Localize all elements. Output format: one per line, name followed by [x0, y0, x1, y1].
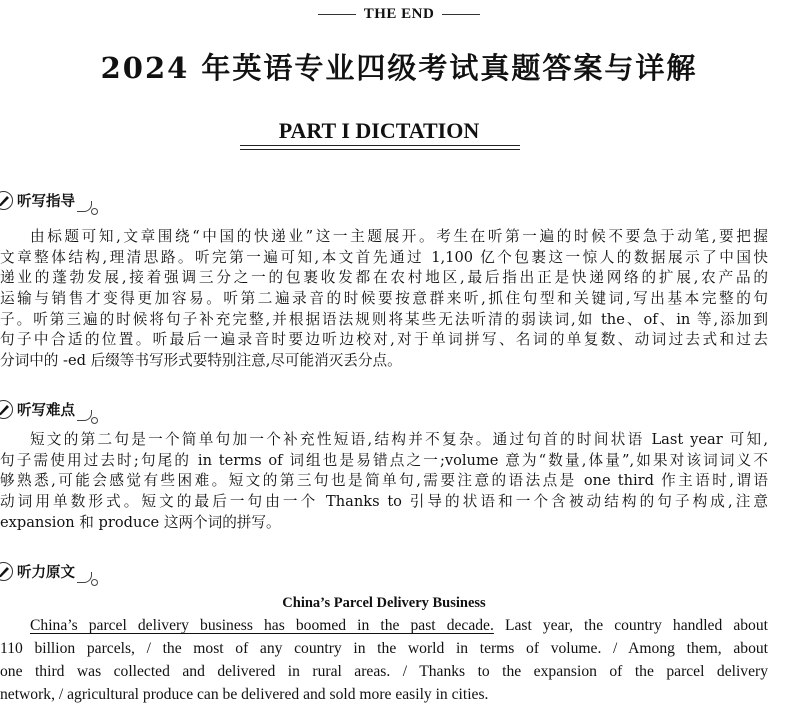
section-heading-dictation-guide [0, 188, 98, 212]
page-title: 2024 年英语专业四级考试真题答案与详解 [100, 51, 698, 85]
text-line: 递业的蓬勃发展,接着强调三分之一的包裹收发都在农村地区,最后指出正是快递网络的扩展,农产品的 [0, 269, 768, 287]
the-end-text: THE END [363, 6, 435, 22]
section-dot [91, 579, 98, 586]
pencil-icon [0, 191, 13, 210]
dictation-guide-paragraph [0, 227, 768, 372]
pencil-icon [0, 562, 13, 581]
divider [442, 14, 480, 15]
text-line: 够熟悉,可能会感觉有些困难。短文的第三句也是简单句,需要注意的语法点是 one third 作主语时,谓语 [0, 472, 768, 490]
section-title: 听写指导 [17, 194, 75, 210]
part-title-underline [240, 145, 520, 146]
text-line: 文章整体结构,理清思路。听完第一遍可知,本文首先通过 1,100 亿个包裹这一惊人的数据展示了中国快 [0, 248, 768, 266]
text-line: expansion 和 produce 这两个词的拼写。 [0, 513, 281, 531]
divider [318, 14, 356, 15]
part-title: PART I DICTATION [278, 118, 480, 143]
section-rule [77, 201, 92, 212]
text-line: 子。听第三遍的时候将句子补充完整,并根据语法规则将某些无法听清的弱读词,如 the、of、in 等,添加到 [0, 310, 768, 328]
section-rule [77, 410, 92, 421]
the-end-banner [0, 6, 798, 23]
text-line: 短文的第二句是一个简单句加一个补充性短语,结构并不复杂。通过句首的时间状语 Last year 可知, [30, 431, 768, 448]
pencil-icon [0, 400, 13, 419]
story-line: one third was collected and delivered in rural areas. / Thanks to the expansion of the parcel delivery [0, 663, 768, 680]
story-line-rest: Last year, the country handled about [493, 617, 768, 634]
story-title: China’s Parcel Delivery Business [282, 595, 486, 611]
story-line: network, / agricultural produce can be delivered and sold more easily in cities. [0, 686, 489, 703]
section-heading-listening-script [0, 559, 98, 583]
part-title-underline-thin [240, 149, 520, 150]
text-line: 句子中合适的位置。听最后一遍录音时要边听边校对,对于单词拼写、名词的单复数、动词过去式和过去 [0, 331, 768, 349]
text-line: 动词用单数形式。短文的最后一句由一个 Thanks to 引导的状语和一个含被动结构的句子构成,注意 [0, 493, 768, 511]
section-dot [91, 208, 98, 215]
dictation-difficulties-paragraph [0, 430, 768, 533]
text-line: 分词中的 -ed 后缀等书写形式要特别注意,尽可能消灭丢分点。 [0, 352, 402, 370]
text-line: 句子需使用过去时;句尾的 in terms of 词组也是易错点之一;volume 意为“数量,体量”,如果对该词词义不 [0, 451, 768, 469]
story-text [0, 614, 768, 706]
story-line [0, 614, 768, 637]
story-line: 110 billion parcels, / the most of any country in the world in terms of volume. / Among them, about [0, 640, 768, 657]
text-line: 运输与销售才变得更加容易。听第二遍录音的时候要按意群来听,抓住句型和关键词,写出基本完整的句 [0, 290, 768, 308]
section-title: 听力原文 [17, 565, 75, 581]
section-rule [77, 572, 92, 583]
section-heading-dictation-difficulties [0, 397, 98, 421]
underlined-sentence: China’s parcel delivery business has boomed in the past decade. [30, 617, 494, 634]
section-title: 听写难点 [17, 403, 75, 419]
section-dot [91, 417, 98, 424]
text-line: 由标题可知,文章围绕“中国的快递业”这一主题展开。考生在听第一遍的时候不要急于动笔,要把握 [30, 228, 768, 245]
